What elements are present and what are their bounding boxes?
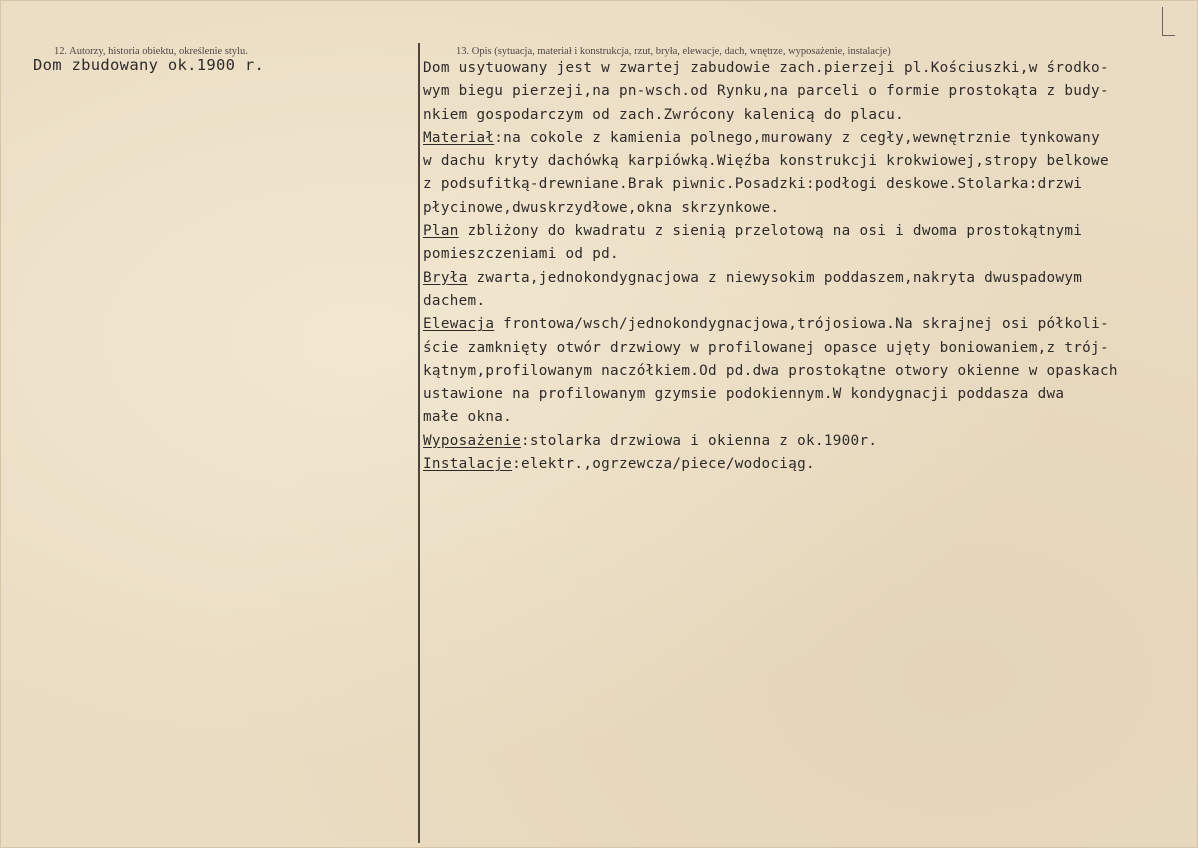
description-line: małe okna. (423, 409, 513, 426)
description-line (423, 127, 1193, 150)
column-divider (418, 43, 420, 843)
description-line: ście zamknięty otwór drzwiowy w profilowanej opasce ujęty boniowaniem,z trój- (423, 339, 1109, 356)
description-line: z podsufitką-drewniane.Brak piwnic.Posadzki:podłogi deskowe.Stolarka:drzwi (423, 176, 1083, 193)
description-fragment: :na cokole z kamienia polnego,murowany z cegły,wewnętrznie tynkowany (494, 129, 1100, 146)
field-12-label: 12. Autorzy, historia obiektu, określenie stylu. (54, 46, 248, 57)
field-12-value: Dom zbudowany ok.1900 r. (33, 56, 265, 74)
section-heading-instalacje: Instalacje (423, 456, 513, 473)
description-line: wym biegu pierzeji,na pn-wsch.od Rynku,na parceli o formie prostokąta z budy- (423, 83, 1109, 100)
description-line: pomieszczeniami od pd. (423, 246, 619, 263)
description-line: ustawione na profilowanym gzymsie podokiennym.W kondygnacji poddasza dwa (423, 386, 1065, 403)
description-line (423, 313, 1193, 336)
description-fragment: :stolarka drzwiowa i okienna z ok.1900r. (520, 432, 878, 449)
description-line: w dachu kryty dachówką karpiówką.Więźba konstrukcji krokwiowej,stropy belkowe (423, 153, 1109, 170)
description-fragment: zwarta,jednokondygnacjowa z niewysokim poddaszem,nakryta dwuspadowym (467, 269, 1083, 286)
description-line (423, 453, 1193, 476)
section-heading-bryla: Bryła (423, 269, 468, 286)
section-heading-plan: Plan (423, 223, 459, 240)
description-line: Dom usytuowany jest w zwartej zabudowie zach.pierzeji pl.Kościuszki,w środko- (423, 60, 1109, 76)
description-fragment: zbliżony do kwadratu z sienią przelotową na osi i dwoma prostokątnymi (458, 223, 1083, 240)
section-heading-wyposazenie: Wyposażenie (423, 432, 521, 449)
description-line (423, 220, 1193, 243)
description-text (423, 57, 1193, 476)
description-line (423, 267, 1193, 290)
description-line (423, 430, 1193, 453)
corner-mark (1162, 7, 1175, 36)
description-fragment: :elektr.,ogrzewcza/piece/wodociąg. (512, 456, 815, 473)
description-line: płycinowe,dwuskrzydłowe,okna skrzynkowe. (423, 199, 780, 216)
section-heading-elewacja: Elewacja (423, 316, 495, 333)
section-heading-material: Materiał (423, 129, 495, 146)
description-line: kątnym,profilowanym naczółkiem.Od pd.dwa prostokątne otwory okienne w opaskach (423, 362, 1118, 379)
description-fragment: frontowa/wsch/jednokondygnacjowa,trójosiowa.Na skrajnej osi półkoli- (494, 316, 1109, 333)
field-13-label: 13. Opis (sytuacja, materiał i konstrukcja, rzut, bryła, elewacje, dach, wnętrze, wyposażenie, instalacje) (456, 46, 891, 57)
description-line: dachem. (423, 292, 486, 309)
description-line: nkiem gospodarczym od zach.Zwrócony kalenicą do placu. (423, 106, 905, 123)
